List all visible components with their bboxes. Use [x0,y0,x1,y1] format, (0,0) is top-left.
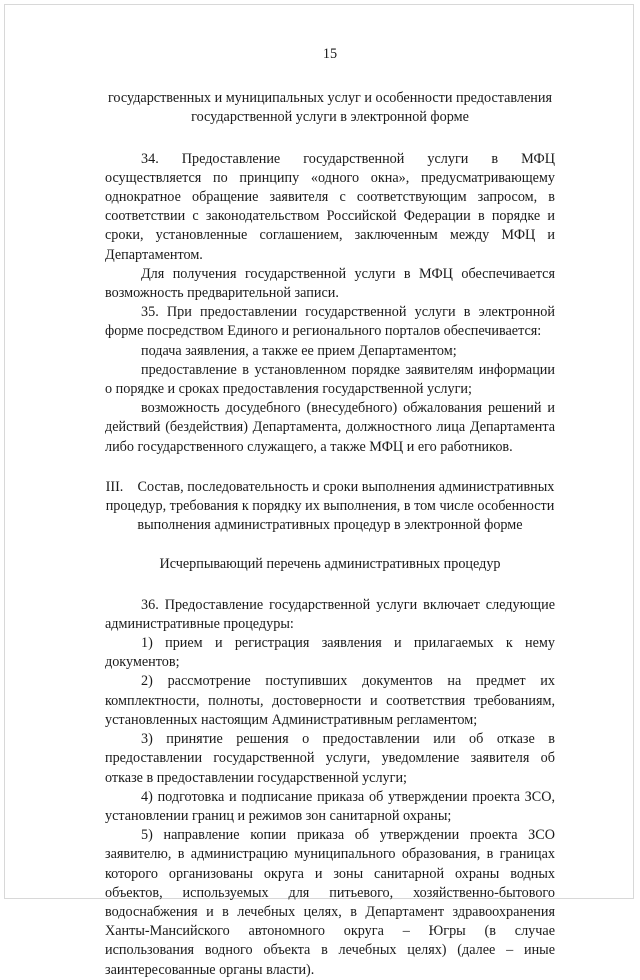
section-heading-line: выполнения административных процедур в электронной форме [137,517,523,534]
section-heading-line: процедур, требования к порядку их выполнения, в том числе особенности [105,498,555,515]
procedure-item-3: 3) принятие решения о предоставлении или об отказе в предоставлении государственной услуги, уведомление заявителя об отказе в предоставлении государственной услуги; [105,731,555,786]
paragraph-pre-registration: Для получения государственной услуги в МФЦ обеспечивается возможность предварительной записи. [105,265,555,302]
section-heading-iii [105,478,555,536]
procedure-item-5: 5) направление копии приказа об утверждении проекта ЗСО заявителю, в администрацию муниципального образования, в границах которого организованы округа и зоны санитарной охраны водных объектов, используемых для питьевого, хозяйственно-бытового водоснабжения и в лечебных целях, в Департамент здравоохранения Ханты-Мансийского автономного округа – Югры (в случае использования водного объекта в лечебных целях) (далее – иные заинтересованные органы власти). [105,827,555,978]
paragraph-34: 34. Предоставление государственной услуги в МФЦ осуществляется по принципу «одного окна», предусматривающему однократное обращение заявителя с соответствующим запросом, в соответствии с законодательством Российской Федерации в порядке и сроки, установленные соглашением, заключенным между МФЦ и Департаментом. [105,150,555,263]
heading-line: государственных и муниципальных услуг и особенности предоставления [107,90,553,107]
document-page [4,4,634,978]
heading-continued [105,89,555,127]
paragraph-35-item-information: предоставление в установленном порядке заявителям информации о порядке и сроках предоставления государственной услуги; [105,361,555,398]
procedure-item-1: 1) прием и регистрация заявления и прилагаемых к нему документов; [105,635,555,671]
paragraph-35-item-appeal: возможность досудебного (внесудебного) обжалования решений и действий (бездействия) Департамента, должностного лица Департамента либо государственного служащего, а также МФЦ и его работников. [105,400,555,455]
paragraph-35-item-submission: подача заявления, а также ее прием Департаментом; [141,342,457,359]
paragraph-36: 36. Предоставление государственной услуги включает следующие административные процедуры: [105,596,555,632]
page-content [105,45,555,980]
subheading-procedures-list: Исчерпывающий перечень административных процедур [159,556,501,573]
procedure-item-4: 4) подготовка и подписание приказа об утверждении проекта ЗСО, установлении границ и режимов зон санитарной охраны; [105,788,555,824]
procedure-item-2: 2) рассмотрение поступивших документов на предмет их комплектности, полноты, достоверности и соответствия требованиям, установленных настоящим Административным регламентом; [105,673,555,728]
section-heading-line: III. Состав, последовательность и сроки выполнения административных [105,478,555,495]
heading-line: государственной услуги в электронной форме [191,109,469,126]
page-number: 15 [322,46,338,62]
paragraph-35: 35. При предоставлении государственной услуги в электронной форме посредством Единого и регионального порталов обеспечивается: [105,304,555,340]
